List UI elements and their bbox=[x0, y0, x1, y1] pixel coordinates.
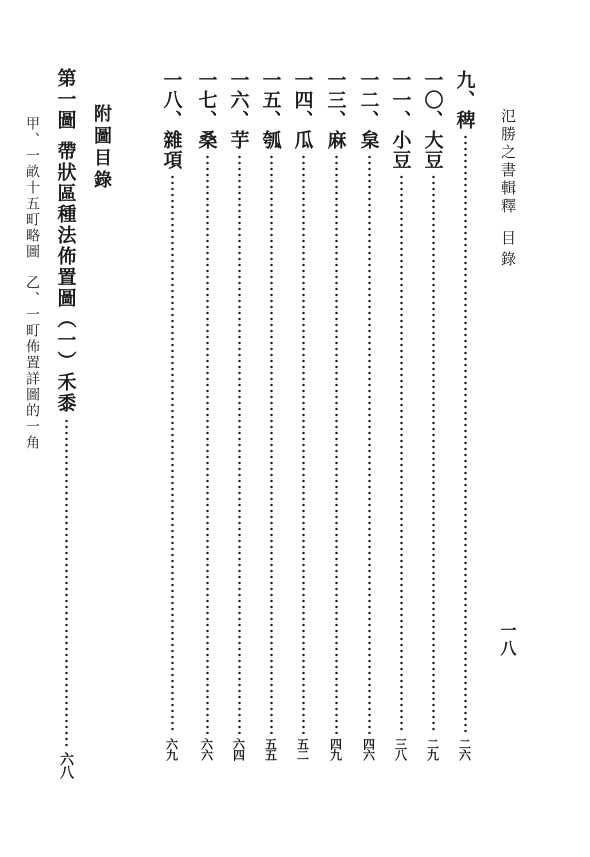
toc-entry[interactable] bbox=[158, 70, 186, 760]
figure-subitem-b: 乙、一町佈置詳圖的一角 bbox=[24, 275, 40, 451]
section-label: 目錄 bbox=[499, 230, 517, 272]
toc-entry-page: 四六 bbox=[361, 738, 376, 760]
toc-entry-page: 六九 bbox=[164, 738, 179, 760]
toc-entry-label: 一五、瓠 bbox=[259, 70, 282, 150]
toc-entry-label: 一六、芋 bbox=[227, 70, 250, 150]
toc-entry-label: 一三、麻 bbox=[324, 70, 347, 150]
toc-entry-label: 一二、枲 bbox=[357, 70, 380, 150]
toc-entry-label: 一四、瓜 bbox=[291, 70, 314, 150]
toc-entry-label: 一八、雜項 bbox=[160, 70, 183, 170]
toc-entry-label: 一七、桑 bbox=[195, 70, 218, 150]
toc-entry-page: 五二 bbox=[295, 738, 310, 760]
figure-subitem-a: 甲、一畝十五町略圖 bbox=[24, 116, 40, 260]
figure-title: 帶狀區種法佈置圖（一）禾黍 bbox=[54, 141, 77, 414]
toc-entry[interactable] bbox=[419, 70, 447, 760]
toc-entry[interactable] bbox=[387, 70, 415, 760]
toc-entry[interactable] bbox=[193, 70, 221, 760]
toc-entry-page: 六六 bbox=[199, 738, 214, 760]
toc-entry-page: 三八 bbox=[393, 738, 408, 760]
toc-entry-page: 六四 bbox=[231, 738, 246, 760]
figures-heading: 附圖目錄 bbox=[91, 104, 112, 192]
leader-dots bbox=[400, 174, 403, 734]
figure-entry-label bbox=[53, 68, 80, 414]
leader-dots bbox=[171, 174, 174, 734]
folio-number: 一八 bbox=[498, 622, 517, 658]
toc-entry[interactable] bbox=[225, 70, 253, 760]
leader-dots bbox=[270, 154, 273, 734]
figure-entry-page: 六八 bbox=[58, 752, 74, 778]
toc-entry-label: 一一、小豆 bbox=[389, 70, 412, 170]
toc-entry-label: 一〇、大豆 bbox=[421, 70, 444, 170]
toc-entry-page: 二六 bbox=[457, 738, 472, 760]
toc-entry[interactable] bbox=[257, 70, 285, 760]
leader-dots bbox=[302, 154, 305, 734]
figure-entry[interactable] bbox=[52, 68, 80, 778]
leader-dots bbox=[368, 154, 371, 734]
figure-number: 第一圖 bbox=[54, 68, 77, 131]
toc-entry-page: 四九 bbox=[328, 738, 343, 760]
leader-dots bbox=[335, 154, 338, 734]
leader-dots bbox=[464, 134, 467, 734]
toc-entry[interactable] bbox=[451, 70, 479, 760]
leader-dots bbox=[206, 154, 209, 734]
leader-dots bbox=[238, 154, 241, 734]
leader-dots bbox=[65, 418, 68, 748]
toc-entry[interactable] bbox=[289, 70, 317, 760]
toc-entry[interactable] bbox=[322, 70, 350, 760]
toc-entry-page: 五五 bbox=[263, 738, 278, 760]
toc-entry-label: 九、稗 bbox=[453, 70, 476, 130]
book-title: 氾勝之書輯釋 bbox=[499, 108, 517, 216]
toc-entry[interactable] bbox=[355, 70, 383, 760]
leader-dots bbox=[432, 174, 435, 734]
toc-entry-page: 二九 bbox=[425, 738, 440, 760]
